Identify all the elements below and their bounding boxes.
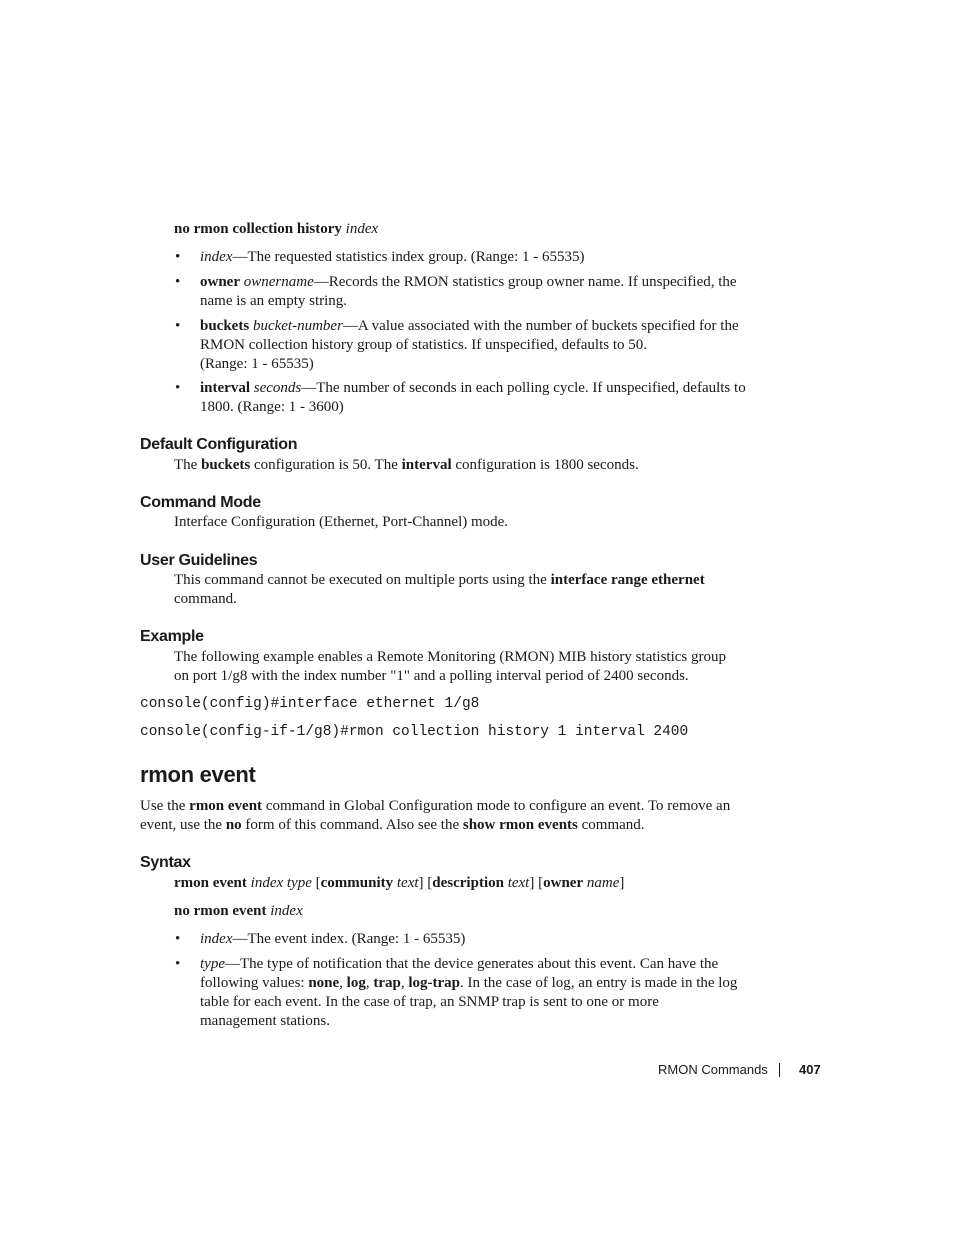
user-guidelines-text: This command cannot be executed on multiple ports using the interface range ethernet command. [174, 572, 705, 607]
bullet-marker: • [175, 380, 181, 396]
footer-separator [779, 1063, 780, 1077]
bullet-marker: • [175, 318, 181, 334]
heading-example: Example [140, 628, 204, 645]
bullet-marker: • [175, 956, 181, 972]
heading-default-configuration: Default Configuration [140, 436, 298, 453]
heading-syntax: Syntax [140, 854, 191, 871]
syntax-rmon-event: rmon event index type [community text] [description text] [owner name] [174, 875, 625, 891]
syntax-no-collection-history: no rmon collection history index [174, 221, 379, 237]
list-item: index—The event index. (Range: 1 - 65535) [200, 931, 466, 947]
heading-user-guidelines: User Guidelines [140, 552, 258, 569]
list-item: interval seconds—The number of seconds in each polling cycle. If unspecified, defaults to 1800. (Range: 1 - 3600) [200, 380, 746, 415]
page-number: 407 [799, 1062, 821, 1077]
bullet-marker: • [175, 274, 181, 290]
syntax-no-rmon-event: no rmon event index [174, 903, 303, 919]
bullet-marker: • [175, 931, 181, 947]
default-configuration-text: The buckets configuration is 50. The interval configuration is 1800 seconds. [174, 457, 639, 473]
list-item: index—The requested statistics index group. (Range: 1 - 65535) [200, 249, 585, 265]
example-text: The following example enables a Remote Monitoring (RMON) MIB history statistics group on port 1/g8 with the index number "1" and a polling interval period of 2400 seconds. [174, 649, 726, 684]
footer-section-name: RMON Commands [658, 1062, 768, 1077]
list-item: owner ownername—Records the RMON statistics group owner name. If unspecified, the name is an empty string. [200, 274, 737, 309]
code-line: console(config-if-1/g8)#rmon collection history 1 interval 2400 [140, 724, 689, 740]
command-mode-text: Interface Configuration (Ethernet, Port-Channel) mode. [174, 514, 509, 530]
code-line: console(config)#interface ethernet 1/g8 [140, 696, 480, 712]
list-item: buckets bucket-number—A value associated with the number of buckets specified for the RMON collection history group of statistics. If unspecified, defaults to 50. (Range: 1 - 65535) [200, 318, 739, 372]
rmon-event-description: Use the rmon event command in Global Configuration mode to configure an event. To remove an event, use the no form of this command. Also see the show rmon events command. [140, 798, 731, 833]
heading-command-mode: Command Mode [140, 494, 261, 511]
list-item: type—The type of notification that the device generates about this event. Can have the following values: none, log, trap, log-trap. In the case of log, an entry is made in the log table for each event. In the case of trap, an SNMP trap is sent to one or more management stations. [200, 956, 738, 1029]
bullet-marker: • [175, 249, 181, 265]
section-title-rmon-event: rmon event [140, 762, 256, 787]
